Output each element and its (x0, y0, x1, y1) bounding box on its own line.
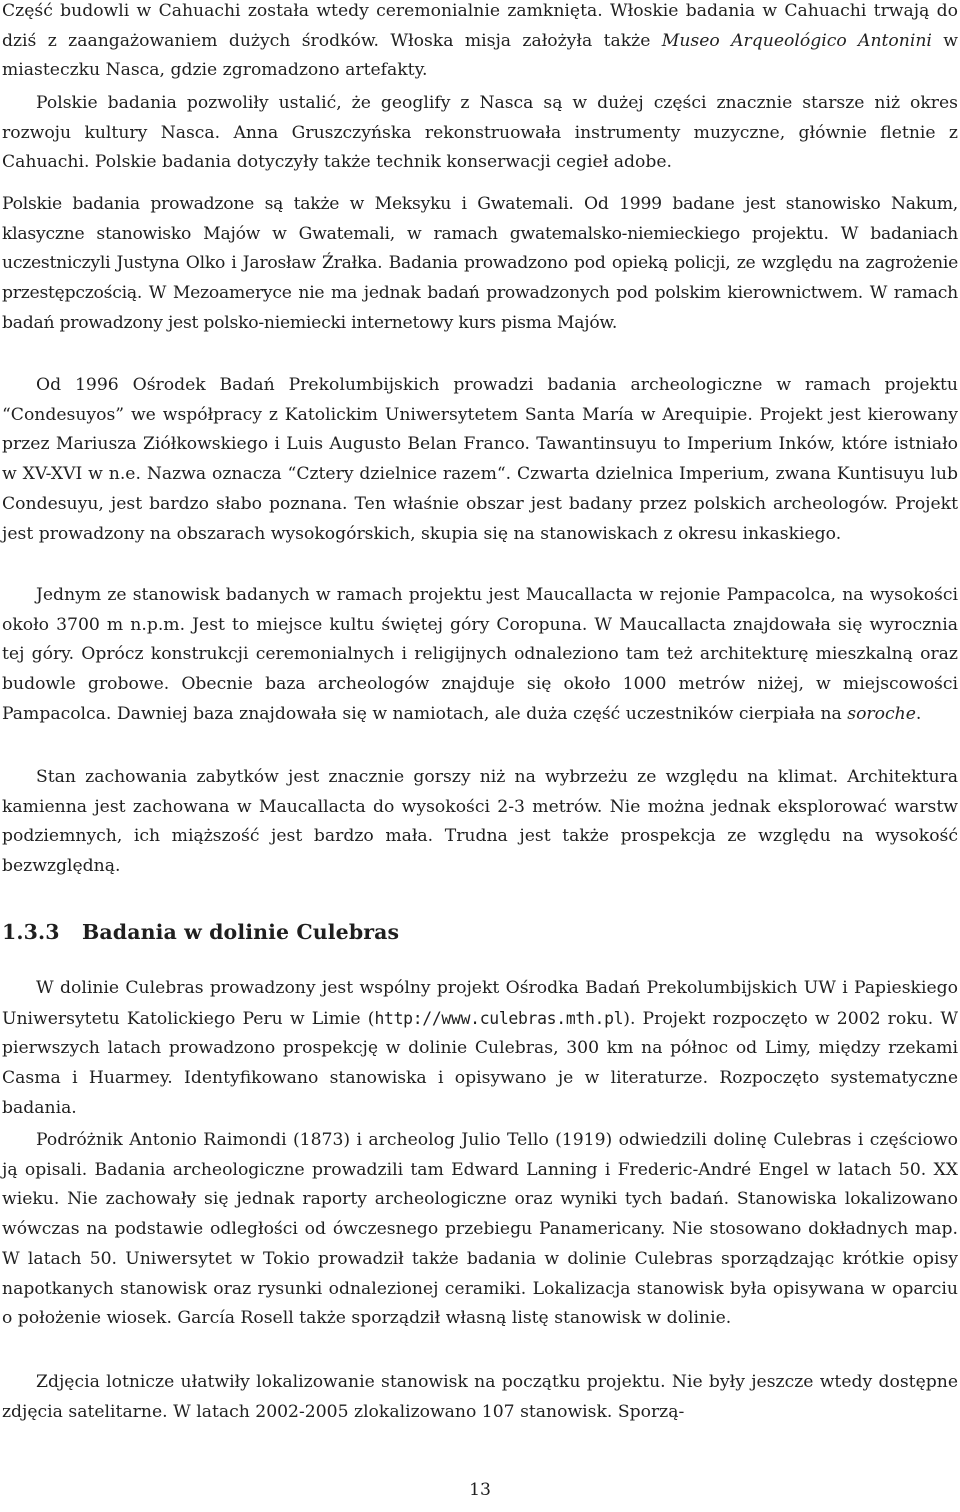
paragraph-culebras-project (2, 974, 958, 1124)
italic-text: soroche (847, 703, 916, 724)
paragraph-text: w miasteczku Nasca, gdzie zgromadzono artefakty. (2, 30, 959, 81)
page-number: 13 (469, 1480, 491, 1500)
paragraph-text: ). Projekt rozpoczęto w 2002 roku. W pierwszych latach prowadzono prospekcję w dolinie Culebras, 300 km na północ od Limy, między rzekami Casma i Huarmey. Identyfikowano stanowiska i opisywano je w literaturze. Rozpoczęto systematyczne badania. (2, 1008, 958, 1118)
italic-text: Museo Arqueológico Antonini (661, 30, 932, 51)
paragraph-text: Stan zachowania zabytków jest znacznie gorszy niż na wybrzeżu ze względu na klimat. Architektura kamienna jest zachowana w Maucallacta do wysokości 2-3 metrów. Nie można jednak eksplorować warstw podziemnych, ich miąższość jest bardzo mała. Trudna jest także prospekcja ze względu na wysokość bezwzględną. (2, 767, 958, 877)
paragraph-text: Jednym ze stanowisk badanych w ramach projektu jest Maucallacta w rejonie Pampacolca, na wysokości około 3700 m n.p.m. Jest to miejsce kultu świętej góry Coropuna. W Maucallacta znajdowała się wyrocznia tej góry. Oprócz konstrukcji ceremonialnych i religijnych odnaleziono tam też architekturę mieszkalną oraz budowle grobowe. Obecnie baza archeologów znajduje się około 1000 metrów niżej, w miejscowości Pampacolca. Dawniej baza znajdowała się w namiotach, ale duża część uczestników cierpiała na (2, 585, 958, 724)
paragraph-aerial-photos (2, 1368, 958, 1427)
paragraph-text: . (915, 703, 922, 724)
section-heading (2, 920, 399, 944)
paragraph-culebras-history (2, 1126, 958, 1334)
section-number: 1.3.3 (2, 920, 60, 944)
paragraph-cahuachi-italian (2, 0, 958, 86)
url-link[interactable]: http://www.culebras.mth.pl (374, 1008, 624, 1028)
paragraph-preservation-state (2, 763, 958, 882)
paragraph-text: Od 1996 Ośrodek Badań Prekolumbijskich prowadzi badania archeologiczne w ramach projektu “Condesuyos” we współpracy z Katolickim Uniwersytetem Santa María w Arequipie. Projekt jest kierowany przez Mariusza Ziółkowskiego i Luis Augusto Belan Franco. Tawantinsuyu to Imperium Inków, które istniało w XV-XVI w n.e. Nazwa oznacza “Cztery dzielnice razem“. Czwarta dzielnica Imperium, zwana Kuntisuyu lub Condesuyu, jest bardzo słabo poznana. Ten właśnie obszar jest badany przez polskich archeologów. Projekt jest prowadzony na obszarach wysokogórskich, skupia się na stanowiskach z okresu inkaskiego. (2, 375, 958, 544)
paragraph-text: Podróżnik Antonio Raimondi (1873) i archeolog Julio Tello (1919) odwiedzili dolinę Culebras i częściowo ją opisali. Badania archeologiczne prowadzili tam Edward Lanning i Frederic-André Engel w latach 50. XX wieku. Nie zachowały się jednak raporty archeologiczne oraz wyniki tych badań. Stanowiska lokalizowano wówczas na podstawie odległości od ówczesnego przebiegu Panamericany. Nie stosowano dokładnych map. W latach 50. Uniwersytet w Tokio prowadził także badania w dolinie Culebras sporządzając krótkie opisy napotkanych stanowisk oraz rysunki odnalezionej ceramiki. Lokalizacja stanowisk była opisywana w oparciu o położenie wiosek. García Rosell także sporządził własną listę stanowisk w dolinie. (2, 1130, 958, 1329)
section-title: Badania w dolinie Culebras (82, 920, 400, 944)
paragraph-text: W dolinie Culebras prowadzony jest wspólny projekt Ośrodka Badań Prekolumbijskich UW i Papieskiego Uniwersytetu Katolickiego Peru w Limie ( (2, 978, 958, 1029)
paragraph-text: Polskie badania prowadzone są także w Meksyku i Gwatemali. Od 1999 badane jest stanowisko Nakum, klasyczne stanowisko Majów w Gwatemali, w ramach gwatemalsko-niemieckiego projektu. W badaniach uczestniczyli Justyna Olko i Jarosław Źrałka. Badania prowadzono pod opieką policji, ze względu na zagrożenie przestępczością. W Mezoameryce nie ma jednak badań prowadzonych pod polskim kierownictwem. W ramach badań prowadzony jest polsko-niemiecki internetowy kurs pisma Majów. (2, 194, 958, 333)
paragraph-condesuyos-project (2, 371, 958, 549)
paragraph-text: Zdjęcia lotnicze ułatwiły lokalizowanie stanowisk na początku projektu. Nie były jeszcze wtedy dostępne zdjęcia satelitarne. W latach 2002-2005 zlokalizowano 107 stanowisk. Sporzą- (2, 1372, 958, 1422)
paragraph-mexico-guatemala (2, 190, 958, 339)
paragraph-text: Część budowli w Cahuachi została wtedy ceremonialnie zamknięta. Włoskie badania w Cahuachi trwają do dziś z zaangażowaniem dużych środków. Włoska misja założyła także (2, 1, 958, 51)
paragraph-text: Polskie badania pozwoliły ustalić, że geoglify z Nasca są w dużej części znacznie starsze niż okres rozwoju kultury Nasca. Anna Gruszczyńska rekonstruowała instrumenty muzyczne, głównie fletnie z Cahuachi. Polskie badania dotyczyły także technik konserwacji cegieł adobe. (2, 93, 958, 173)
paragraph-nasca-polish-research (2, 89, 958, 178)
paragraph-maucallacta (2, 581, 958, 730)
